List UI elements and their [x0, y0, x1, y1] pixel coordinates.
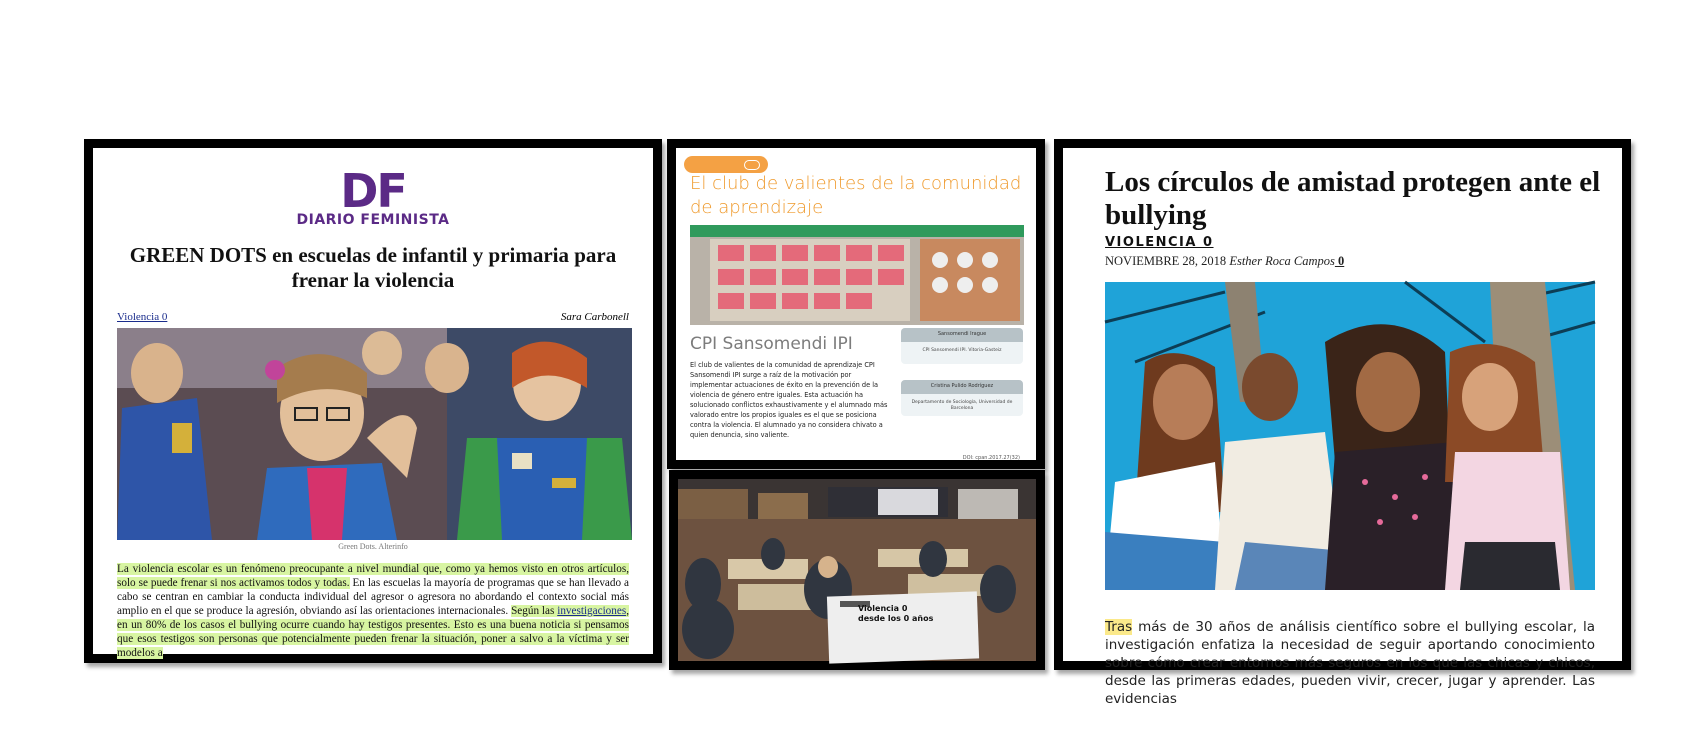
doi-footer: DOI: cpan.2017.27(32) — [962, 455, 1020, 461]
school-name: CPI Sansomendi IPI — [690, 334, 853, 354]
article-meta — [117, 311, 629, 323]
author-card-detail: CPI Sansomendi IPI. Vitoria-Gasteiz — [922, 348, 1002, 353]
classroom-photo — [678, 479, 1036, 661]
section-tab — [684, 156, 768, 173]
circulos-amistad-article-panel — [1054, 139, 1631, 707]
club-valientes-article-panel — [667, 139, 1045, 469]
article-body — [1105, 618, 1595, 708]
category-link[interactable]: VIOLENCIA 0 — [1105, 235, 1214, 250]
author-card-name: Sansomendi Irague — [937, 331, 987, 337]
highlighted-text: Tras — [1105, 619, 1133, 635]
author-card — [901, 328, 1023, 364]
category-link[interactable]: Violencia 0 — [117, 311, 168, 323]
highlighted-text: , en un 80% de los casos el bullying ocurre cuando hay testigos presentes. Esto es una buena noticia si pensamos que esos testigos son personas que potencialmente pueden frenar la situación, poner a salvo a la víctima y ser modelos a — [117, 605, 629, 659]
author-card-name: Cristina Pulido Rodríguez — [930, 383, 994, 389]
logo-mark: DF — [340, 164, 406, 218]
author-name[interactable]: Esther Roca Campos — [1229, 254, 1335, 268]
comment-count[interactable]: 0 — [1334, 254, 1345, 268]
logo-wordmark: DIARIO FEMINISTA — [296, 212, 450, 228]
highlighted-text: Según las — [511, 605, 558, 617]
body-text: En las escuelas la mayoría de programas que se han llevado a cabo se centran en cambiar la conducta individual del agresor o agresora no abordando el contexto social más amplio en el que se produce la agresión, obviando así las orientaciones internacionales. — [117, 577, 629, 617]
author-card — [901, 380, 1023, 416]
article-headline: GREEN DOTS en escuelas de infantil y primaria para frenar la violencia — [129, 243, 617, 292]
children-photo — [117, 328, 632, 540]
diario-feminista-article-panel — [84, 139, 662, 663]
article-title: Los círculos de amistad protegen ante el bullying — [1105, 166, 1601, 231]
classroom-photo-panel — [669, 470, 1045, 670]
author-card-detail: Departamento de Sociología, Universidad de Barcelona — [911, 400, 1013, 411]
publish-date: NOVIEMBRE 28, 2018 — [1105, 254, 1230, 268]
article-meta — [1105, 254, 1344, 269]
paper-title — [858, 604, 933, 624]
highlighted-text: La violencia escolar es un fenómeno preocupante a nivel mundial que, como ya hemos visto en otros artículos, solo se puede frenar si nos activamos todos y todas. — [117, 563, 629, 589]
author-name: Sara Carbonell — [560, 311, 629, 323]
photo-caption: Green Dots. Alterinfo — [338, 542, 408, 551]
tab-icon — [744, 160, 760, 170]
body-text: más de 30 años de análisis científico sobre el bullying escolar, la investigación enfatiza la necesidad de seguir aportando conocimiento sobre cómo crear entornos más seguros en los que las chicas y chicos, desde las primeras edades, pueden vivir, crecer, jugar y aprender. Las evidencias — [1105, 619, 1595, 707]
article-title: El club de valientes de la comunidad de aprendizaje — [690, 173, 1022, 218]
paper-title-line1: Violencia 0 — [858, 604, 908, 613]
article-body — [117, 562, 629, 660]
four-girls-photo — [1105, 282, 1595, 590]
classroom-wall-photo — [690, 225, 1024, 325]
paper-title-line2: desde los 0 años — [858, 614, 934, 623]
investigaciones-link[interactable]: investigaciones — [557, 605, 627, 617]
article-body: El club de valientes de la comunidad de aprendizaje CPI Sansomendi IPI surge a raíz de la motivación por implementar actuaciones de éxito en la prevención de la violencia de género entre iguales. Esta actuación ha solucionado conflictos exhaustivamente y el alumnado más valorado entre los propios iguales es el que se posiciona contra la violencia. El alumnado ya no considera chivato a quien denuncia, sino valiente. — [690, 361, 888, 439]
diario-feminista-logo[interactable] — [93, 164, 653, 228]
